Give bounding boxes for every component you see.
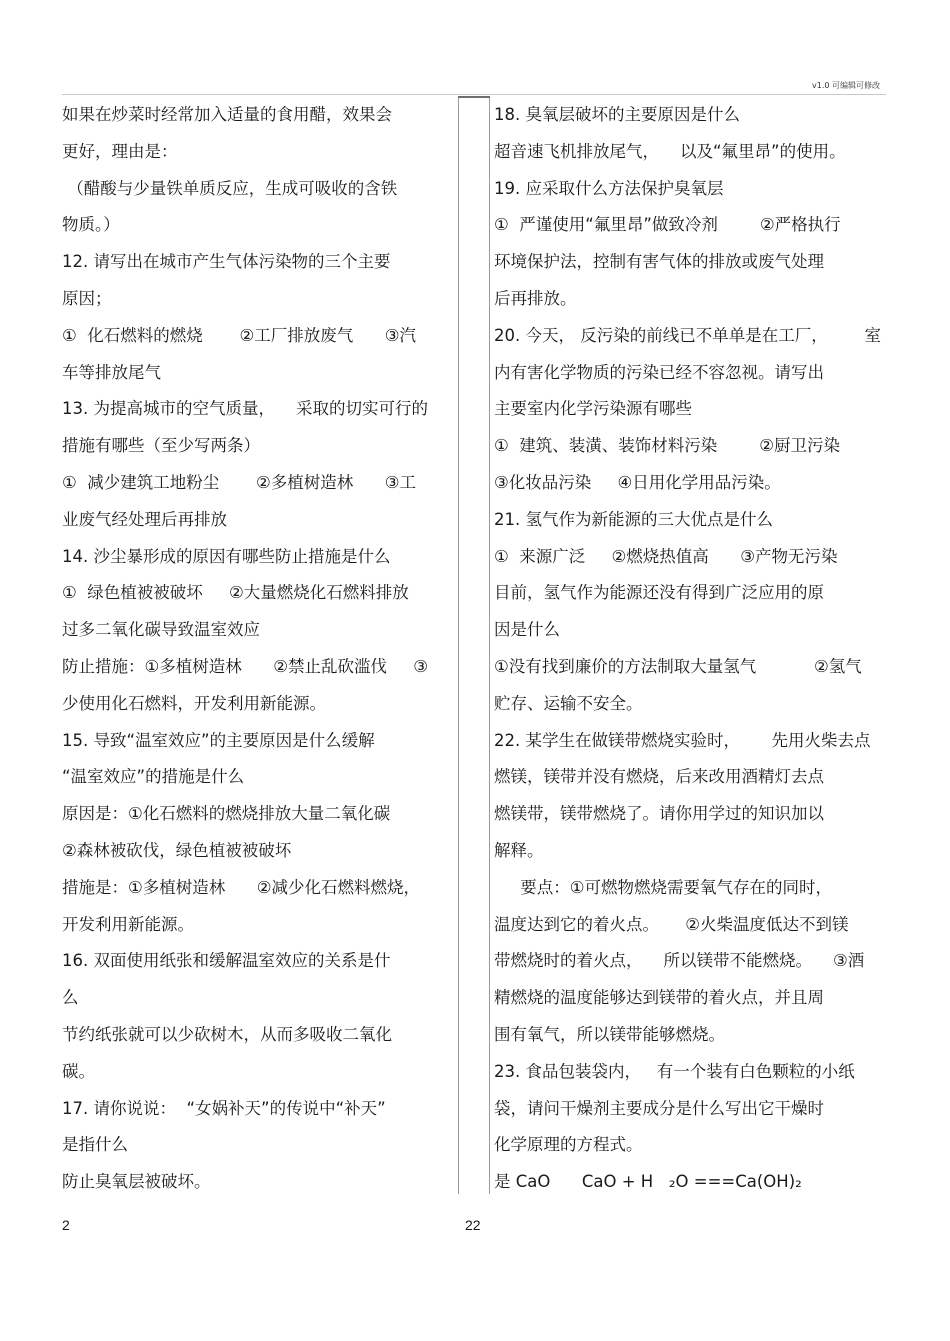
left-text-column	[62, 97, 450, 1201]
text-line: 物质。）	[62, 215, 120, 235]
text-line: ① 严谨使用“氟里昂”做致冷剂 ②严格执行	[494, 215, 841, 235]
text-line: 防止措施：①多植树造林 ②禁止乱砍滥伐 ③	[62, 656, 429, 676]
text-line: 主要室内化学污染源有哪些	[494, 399, 692, 419]
text-line: 少使用化石燃料，开发利用新能源。	[62, 693, 326, 713]
text-line: ① 绿色植被被破坏 ②大量燃烧化石燃料排放	[62, 583, 409, 603]
text-line: 环境保护法，控制有害气体的排放或废气处理	[494, 252, 824, 272]
text-line: 19. 应采取什么方法保护臭氧层	[494, 178, 724, 198]
text-line: 21. 氢气作为新能源的三大优点是什么	[494, 509, 773, 529]
text-line: 18. 臭氧层破坏的主要原因是什么	[494, 105, 740, 124]
text-line: 更好，理由是：	[62, 141, 178, 161]
text-line: 措施是：①多植树造林 ②减少化石燃料燃烧，	[62, 877, 421, 897]
text-line: 贮存、运输不安全。	[494, 693, 643, 713]
text-line: 16. 双面使用纸张和缓解温室效应的关系是什	[62, 951, 391, 971]
text-line: ②森林被砍伐，绿色植被被破坏	[62, 840, 292, 860]
header-divider	[62, 94, 886, 95]
text-line: ① 减少建筑工地粉尘 ②多植树造林 ③工	[62, 472, 417, 492]
text-line: 带燃烧时的着火点， 所以镁带不能燃烧。 ③酒	[494, 951, 865, 971]
footer-page-number-center: 22	[465, 1217, 481, 1233]
text-line: 袋，请问干燥剂主要成分是什么写出它干燥时	[494, 1098, 824, 1118]
text-line: 是指什么	[62, 1135, 128, 1155]
text-line: 是 CaO CaO + H ₂O ===Ca(OH)₂	[494, 1172, 802, 1192]
text-line: ③化妆品污染 ④日用化学用品污染。	[494, 472, 781, 492]
text-line: 后再排放。	[494, 288, 577, 308]
text-line: 原因；	[62, 288, 112, 308]
text-line: 23. 食品包装袋内， 有一个装有白色颗粒的小纸	[494, 1061, 855, 1081]
text-line: 燃镁带，镁带燃烧了。请你用学过的知识加以	[494, 804, 824, 824]
text-line: 防止臭氧层被破坏。	[62, 1172, 211, 1192]
text-line: 因是什么	[494, 620, 560, 640]
text-line: ① 来源广泛 ②燃烧热值高 ③产物无污染	[494, 546, 838, 566]
text-line: 22. 某学生在做镁带燃烧实验时， 先用火柴去点	[494, 730, 871, 750]
text-line: 超音速飞机排放尾气， 以及“氟里昂”的使用。	[494, 141, 846, 161]
text-line: 12. 请写出在城市产生气体污染物的三个主要	[62, 252, 391, 272]
text-line: ①没有找到廉价的方法制取大量氢气 ②氢气	[494, 656, 862, 676]
text-line: 精燃烧的温度能够达到镁带的着火点，并且周	[494, 988, 824, 1008]
column-divider-right	[489, 96, 490, 1194]
text-line: ① 建筑、装潢、装饰材料污染 ②厨卫污染	[494, 436, 841, 456]
text-line: 如果在炒菜时经常加入适量的食用醋，效果会	[62, 105, 392, 124]
text-line: 业废气经处理后再排放	[62, 509, 227, 529]
text-line: 20. 今天， 反污染的前线已不单单是在工厂， 室	[494, 325, 881, 345]
footer-page-number-left: 2	[62, 1217, 70, 1233]
text-line: 碳。	[62, 1061, 95, 1081]
text-line: 么	[62, 988, 79, 1008]
text-line: 燃镁，镁带并没有燃烧，后来改用酒精灯去点	[494, 767, 824, 787]
right-text-column	[494, 97, 886, 1201]
text-line: “温室效应”的措施是什么	[62, 767, 245, 787]
version-label: v1.0 可编辑可修改	[812, 81, 880, 90]
text-line: 开发利用新能源。	[62, 914, 194, 934]
text-line: 要点：①可燃物燃烧需要氧气存在的同时，	[494, 877, 833, 897]
text-line: 15. 导致“温室效应”的主要原因是什么缓解	[62, 730, 375, 750]
text-line: 原因是：①化石燃料的燃烧排放大量二氧化碳	[62, 804, 391, 824]
text-line: 目前，氢气作为能源还没有得到广泛应用的原	[494, 583, 824, 603]
text-line: 措施有哪些（至少写两条）	[62, 436, 260, 456]
text-line: 解释。	[494, 840, 544, 860]
text-line: 14. 沙尘暴形成的原因有哪些防止措施是什么	[62, 546, 391, 566]
column-gutter-top-mark	[458, 96, 490, 98]
text-line: 化学原理的方程式。	[494, 1135, 643, 1155]
text-line: 17. 请你说说： “女娲补天”的传说中“补天”	[62, 1098, 386, 1118]
text-line: 节约纸张就可以少砍树木，从而多吸收二氧化	[62, 1024, 392, 1044]
text-line: 车等排放尾气	[62, 362, 161, 382]
text-line: （醋酸与少量铁单质反应，生成可吸收的含铁	[62, 178, 398, 198]
text-line: 温度达到它的着火点。 ②火柴温度低达不到镁	[494, 914, 849, 934]
text-line: 过多二氧化碳导致温室效应	[62, 620, 260, 640]
text-line: ① 化石燃料的燃烧 ②工厂排放废气 ③汽	[62, 325, 417, 345]
column-divider-left	[458, 96, 459, 1194]
text-line: 13. 为提高城市的空气质量， 采取的切实可行的	[62, 399, 428, 419]
text-line: 围有氧气，所以镁带能够燃烧。	[494, 1024, 725, 1044]
text-line: 内有害化学物质的污染已经不容忽视。请写出	[494, 362, 824, 382]
